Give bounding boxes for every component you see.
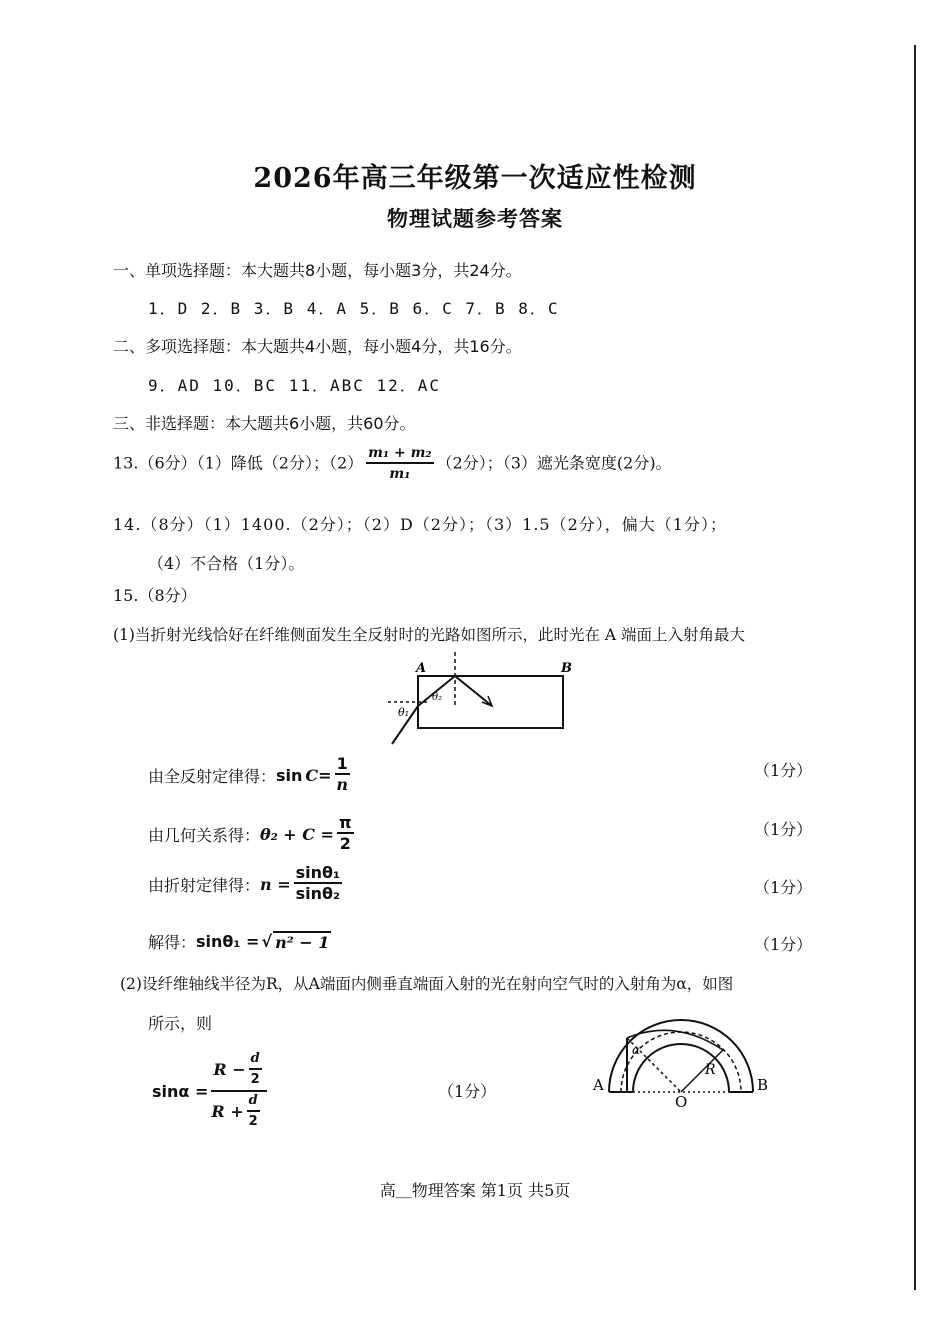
eq2-den: 2 <box>339 834 351 853</box>
eq4-lhs: sinθ₁ = <box>196 932 260 951</box>
q13-suffix: （2分）；（3）遮光条宽度(2分)。 <box>436 453 672 473</box>
step2-label: 由几何关系得： <box>148 825 261 845</box>
page-subtitle: 物理试题参考答案 <box>387 206 563 231</box>
eq5-numerator <box>211 1050 266 1092</box>
section1-heading: 一、单项选择题：本大题共8小题，每小题3分，共24分。 <box>113 261 522 280</box>
q15-step3 <box>148 864 345 904</box>
step3-score: （1分） <box>754 878 813 897</box>
eq3-num: sinθ₁ <box>295 863 341 882</box>
q13-frac-numerator: m₁ + m₂ <box>366 444 433 464</box>
eq1-fraction <box>335 755 350 795</box>
q15-part2-line2: 所示，则 <box>148 1014 213 1033</box>
section1-answers: 1．D 2．B 3．B 4．A 5．B 6．C 7．B 8．C <box>148 299 560 318</box>
fig2-label-alpha: α <box>632 1043 641 1057</box>
step1-score: （1分） <box>754 761 813 780</box>
reflected-ray <box>455 676 492 706</box>
q13-frac-denominator: m₁ <box>389 466 411 482</box>
fiber-diagram-1 <box>380 648 580 758</box>
q14-line1: 14.（8分）（1）1400.（2分）；（2）D（2分）；（3）1.5（2分），偏大（1分）； <box>113 515 727 534</box>
q15-eq5 <box>152 1050 270 1132</box>
section2-heading: 二、多项选择题：本大题共4小题，每小题4分，共16分。 <box>113 337 522 356</box>
eq5-num-d: d <box>249 1050 262 1070</box>
q15-label: 15.（8分） <box>113 586 197 605</box>
page-footer: 高＿物理答案 第1页 共5页 <box>379 1181 571 1200</box>
sqrt-symbol: √ <box>261 932 273 951</box>
eq5-lhs: sinα = <box>152 1081 209 1101</box>
eq4-radicand: n² − 1 <box>275 933 330 952</box>
eq1-den: n <box>336 775 348 794</box>
radius-line <box>681 1050 723 1092</box>
question-13 <box>113 444 672 484</box>
fig2-label-o: O <box>675 1093 688 1108</box>
step4-score: （1分） <box>754 935 813 954</box>
eq5-num-two: 2 <box>250 1072 260 1087</box>
eq2-num: π <box>338 813 352 832</box>
q15-step1 <box>148 755 353 795</box>
q15-part1-intro: (1)当折射光线恰好在纤维侧面发生全反射时的光路如图所示，此时光在 A 端面上入射角最大 <box>113 626 746 644</box>
eq3-den: sinθ₂ <box>295 884 341 903</box>
fig2-label-b: B <box>757 1076 769 1094</box>
section3-heading: 三、非选择题：本大题共6小题，共60分。 <box>113 414 416 433</box>
fig1-theta2: θ₂ <box>432 692 443 703</box>
outer-arc <box>609 1020 753 1092</box>
section2-answers: 9．AD 10．BC 11．ABC 12．AC <box>148 376 442 395</box>
eq1-num: 1 <box>336 754 348 773</box>
eq3-fraction <box>294 864 342 904</box>
eq2-lhs: θ₂ + C = <box>260 824 334 844</box>
eq5-denominator <box>211 1092 266 1132</box>
step1-label: 由全反射定律得： <box>148 766 277 786</box>
eq1-equals: = <box>318 765 332 785</box>
eq5-num-b: R + <box>211 1102 244 1121</box>
eq2-fraction <box>337 814 354 854</box>
step3-label: 由折射定律得： <box>148 875 261 895</box>
axis-arc-dashed <box>621 1032 741 1092</box>
q15-step2 <box>148 814 357 854</box>
fig2-label-a: A <box>593 1076 604 1094</box>
page-title: 2026年高三年级第一次适应性检测 <box>253 163 697 194</box>
step4-label: 解得： <box>148 933 197 952</box>
step2-score: （1分） <box>754 820 813 839</box>
eq3-lhs: n = <box>260 874 291 894</box>
fig1-label-b: B <box>561 661 572 676</box>
eq5-fraction <box>211 1050 266 1132</box>
semicircle-diagram <box>585 1008 780 1108</box>
q13-prefix: 13.（6分）（1）降低（2分）；（2） <box>113 453 364 473</box>
eq5-den-d: d <box>247 1092 260 1112</box>
q13-fraction <box>366 444 433 484</box>
eq5-num-half <box>249 1050 262 1090</box>
fig2-label-r: R <box>705 1062 716 1078</box>
eq5-num-a: R − <box>213 1060 246 1079</box>
q15-step4 <box>148 930 331 953</box>
q14-line2: （4）不合格（1分）。 <box>148 554 305 573</box>
part2-score: （1分） <box>438 1082 497 1101</box>
fig1-theta1: θ₁ <box>398 706 410 719</box>
q15-part2-line1: (2)设纤维轴线半径为R，从A端面内侧垂直端面入射的光在射向空气时的入射角为α，如图 <box>120 975 734 993</box>
eq5-den-half <box>247 1092 260 1132</box>
eq5-den-two: 2 <box>248 1114 258 1129</box>
eq1-var: C <box>305 765 319 785</box>
fig1-label-a: A <box>416 661 427 676</box>
eq1-sin: sin <box>276 765 303 785</box>
